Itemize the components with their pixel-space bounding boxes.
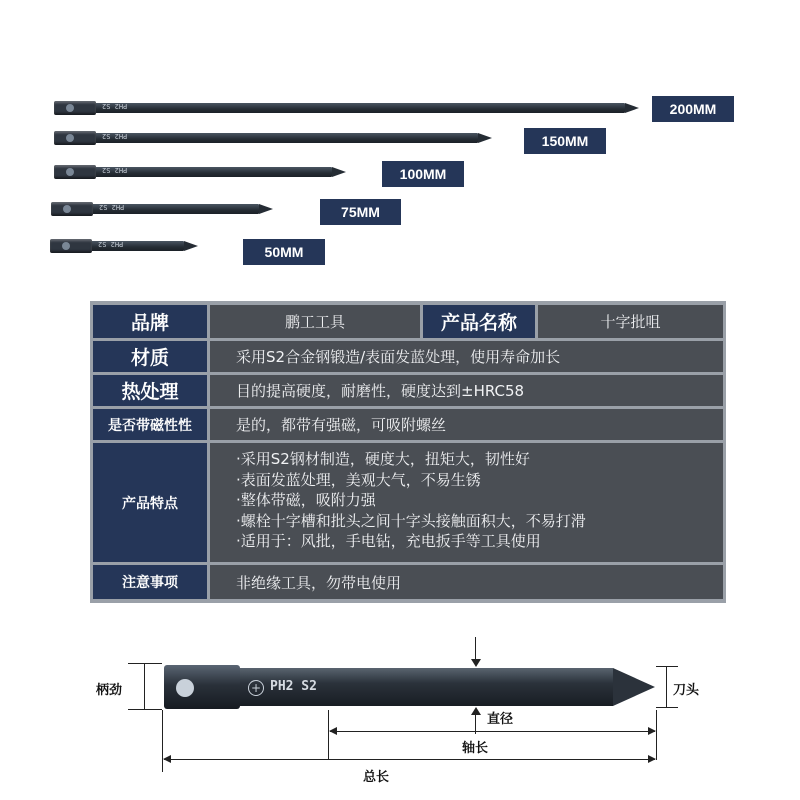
arrow-up-icon: [471, 707, 481, 715]
bit-tip: [259, 204, 273, 214]
diagram-bit-marking: PH2 S2: [270, 679, 317, 694]
blade-label: 刀头: [673, 683, 700, 698]
feature-item: ·整体带磁，吸附力强: [236, 491, 376, 509]
bit-marking: PH2 S2: [98, 240, 124, 248]
length-tag-50: 50MM: [243, 239, 325, 265]
bit-shaft: [96, 133, 478, 143]
shank-dim-line: [144, 664, 145, 710]
hex-shank: [54, 165, 96, 179]
total-length-line: [164, 759, 655, 760]
material-label: 材质: [93, 341, 207, 372]
brand-label: 品牌: [93, 305, 207, 338]
shank-label: 柄劲: [96, 683, 123, 698]
feature-item: ·采用S2钢材制造，硬度大，扭矩大，韧性好: [236, 450, 530, 468]
bit-marking: PH2 S2: [99, 203, 125, 211]
bit-50mm: [50, 239, 198, 253]
shaft-length-label: 轴长: [462, 741, 489, 756]
bit-marking: PH2 S2: [102, 132, 128, 140]
bit-200mm: [54, 101, 639, 115]
bit-shaft: [96, 103, 625, 113]
bit-marking: PH2 S2: [102, 102, 128, 110]
hex-shank: [54, 131, 96, 145]
features-label: 产品特点: [93, 443, 207, 562]
bit-marking: PH2 S2: [102, 166, 128, 174]
shank-dim-tick: [128, 709, 162, 710]
hex-shank: [50, 239, 92, 253]
bit-150mm: [54, 131, 492, 145]
arrow-left-icon: [329, 727, 337, 735]
bit-shaft: [93, 204, 259, 214]
bit-tip: [332, 167, 346, 177]
arrow-down-icon: [471, 659, 481, 667]
features-list: [236, 449, 586, 552]
heat-treatment-value: 目的提高硬度，耐磨性，硬度达到±HRC58: [210, 375, 723, 406]
feature-item: ·表面发蓝处理，美观大气，不易生锈: [236, 470, 481, 489]
blade-dim-line: [666, 666, 667, 708]
shaft-ext-left: [328, 710, 329, 760]
arrow-right-icon: [648, 755, 656, 763]
material-value: 采用S2合金钢锻造/表面发蓝处理，使用寿命加长: [210, 341, 723, 372]
magnetic-value: 是的，都带有强磁，可吸附螺丝: [210, 409, 723, 440]
diameter-label: 直径: [487, 712, 514, 727]
shaft-ext-right: [656, 710, 657, 760]
bit-tip: [478, 133, 492, 143]
bit-100mm: [54, 165, 346, 179]
arrow-right-icon: [648, 727, 656, 735]
hex-shank: [51, 202, 93, 216]
heat-treatment-label: 热处理: [93, 375, 207, 406]
product-name-value: 十字批咀: [538, 305, 723, 338]
notice-value: 非绝缘工具，勿带电使用: [210, 565, 723, 599]
total-length-label: 总长: [363, 770, 390, 785]
feature-item: ·适用于：风批，手电钻，充电扳手等工具使用: [236, 532, 541, 550]
shank-dim-tick: [128, 663, 162, 664]
diagram-tip: [613, 668, 655, 706]
length-tag-200: 200MM: [652, 96, 734, 122]
length-tag-100: 100MM: [382, 161, 464, 187]
magnetic-label: 是否带磁性性: [93, 409, 207, 440]
product-name-label: 产品名称: [423, 305, 535, 338]
blade-dim-tick: [656, 666, 678, 667]
brand-value: 鹏工工具: [210, 305, 420, 338]
length-tag-150: 150MM: [524, 128, 606, 154]
length-tag-75: 75MM: [320, 199, 401, 225]
hex-shank: [54, 101, 96, 115]
shaft-length-line: [330, 731, 655, 732]
bit-75mm: [51, 202, 273, 216]
blade-dim-tick: [656, 707, 678, 708]
bit-tip: [184, 241, 198, 251]
bit-tip: [625, 103, 639, 113]
arrow-left-icon: [163, 755, 171, 763]
bit-shaft: [96, 167, 332, 177]
phillips-cross-icon: +: [248, 680, 264, 696]
brand-logo-icon: [176, 679, 194, 697]
feature-item: ·螺栓十字槽和批头之间十字头接触面积大，不易打滑: [236, 511, 586, 530]
notice-label: 注意事项: [93, 565, 207, 599]
bit-shaft: [92, 241, 184, 251]
